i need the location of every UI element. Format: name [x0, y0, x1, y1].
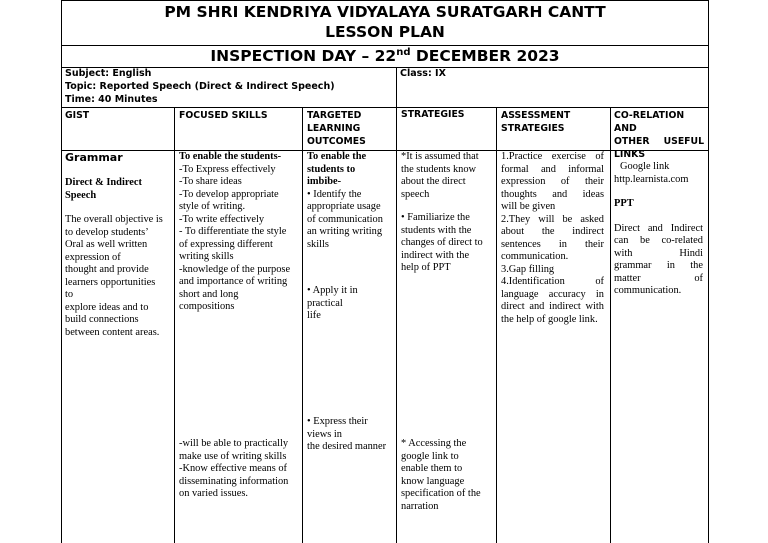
header-line: ASSESSMENT: [501, 110, 571, 121]
text-line: expression of: [65, 251, 121, 263]
text-line: language accuracy in: [501, 288, 604, 300]
google-link-label: Google link: [620, 161, 670, 172]
relation-cell: [614, 161, 703, 298]
header-line: LEARNING: [307, 123, 361, 134]
strategies-cell-2: [401, 212, 493, 275]
ppt-label: PPT: [614, 198, 634, 209]
text-line: thoughts and ideas: [501, 188, 604, 200]
text-line: * Accessing the: [401, 438, 467, 449]
header-line: TARGETED: [307, 110, 362, 121]
text-line: enable them to: [401, 463, 463, 474]
google-link-url[interactable]: http.learnista.com: [614, 173, 689, 185]
skills-cell-lower: [179, 438, 299, 501]
outcomes-list: [307, 189, 395, 252]
text-line: about the direct: [401, 176, 466, 187]
outcomes-heading: To enable the: [307, 151, 367, 162]
assessment-cell: [501, 151, 604, 326]
text-line: writing skills: [179, 251, 234, 262]
text-line: communication.: [501, 251, 569, 262]
skills-cell: [179, 151, 299, 314]
text-line: students with the: [401, 224, 472, 236]
outcomes-list: [307, 285, 395, 323]
topic-field: Topic: Reported Speech (Direct & Indirect Speech): [65, 81, 335, 92]
column-header-relation: [614, 109, 704, 161]
text-line: - To differentiate the style: [179, 226, 287, 237]
school-name: PM SHRI KENDRIYA VIDYALAYA SURATGARH CANTT: [164, 3, 606, 21]
gist-subheading: Speech: [65, 189, 97, 201]
outcomes-list: [307, 416, 395, 454]
text-line: direct and indirect with: [501, 301, 604, 312]
text-line: make use of writing skills: [179, 450, 287, 462]
text-line: -To Express effectively: [179, 163, 276, 175]
text-line: • Apply it in: [307, 285, 358, 296]
text-line: to: [65, 289, 74, 300]
text-line: changes of direct to: [401, 237, 483, 248]
strategies-list: [401, 438, 493, 513]
text-line: learners opportunities: [65, 276, 156, 288]
skills-heading: To enable the students-: [179, 151, 282, 162]
header-line: OUTCOMES: [307, 136, 366, 147]
text-line: short and long: [179, 288, 239, 300]
gist-heading: Grammar: [65, 151, 123, 164]
class-field: Class: IX: [400, 68, 446, 79]
outcomes-express: [307, 416, 395, 454]
skills-list: [179, 164, 299, 314]
text-line: with Hindi: [614, 247, 703, 259]
skills-list: [179, 438, 299, 501]
text-line: -To develop appropriate: [179, 188, 279, 200]
outcomes-heading: students to: [307, 163, 356, 175]
text-line: know language: [401, 475, 465, 487]
text-line: • Express their: [307, 416, 368, 427]
rule: [61, 107, 709, 108]
text-line: The overall objective is: [65, 214, 163, 225]
text-line: the help of google link.: [501, 313, 598, 325]
text-line: 3.Gap filling: [501, 263, 555, 275]
text-line: communication.: [614, 285, 682, 296]
column-header-outcomes: [307, 109, 366, 148]
text-line: about the indirect: [501, 226, 604, 237]
inspection-day: [61, 47, 709, 66]
text-line: on varied issues.: [179, 488, 248, 499]
strategies-list: [401, 151, 493, 201]
text-line: -will be able to practically: [179, 438, 289, 449]
text-line: and importance of writing: [179, 276, 288, 287]
time-field: Time: 40 Minutes: [65, 94, 158, 105]
text-line: an writing writing: [307, 226, 383, 237]
column-header-skills: FOCUSED SKILLS: [179, 110, 268, 121]
text-line: to develop students’: [65, 226, 149, 238]
rule: [174, 107, 175, 543]
text-line: narration: [401, 500, 439, 512]
rule: [61, 67, 709, 68]
text-line: will be given: [501, 201, 556, 212]
text-line: matter of: [614, 272, 703, 284]
text-line: thought and provide: [65, 264, 149, 275]
text-line: indirect with the: [401, 249, 470, 261]
strategies-cell: [401, 151, 493, 201]
outcomes-cell: [307, 151, 395, 251]
column-header-gist: GIST: [65, 110, 90, 121]
text-line: -To share ideas: [179, 176, 242, 187]
rule: [610, 107, 611, 543]
text-line: skills: [307, 238, 329, 250]
text-line: -knowledge of the purpose: [179, 263, 291, 275]
relation-text: [614, 223, 703, 298]
strategies-list: [401, 212, 493, 275]
text-line: 1.Practice exercise of: [501, 151, 604, 162]
text-line: grammar in the: [614, 260, 703, 271]
text-line: 4.Identification of: [501, 276, 604, 287]
text-line: explore ideas and to: [65, 301, 149, 313]
inspection-day-suffix: DECEMBER 2023: [410, 47, 560, 65]
text-line: sentences in their: [501, 238, 604, 250]
assessment-list: [501, 151, 604, 326]
header-line: STRATEGIES: [501, 123, 565, 134]
text-line: speech: [401, 188, 430, 200]
text-line: expression of their: [501, 176, 604, 187]
text-line: between content areas.: [65, 326, 160, 338]
text-line: of expressing different: [179, 238, 273, 250]
text-line: can be co-related: [614, 235, 703, 246]
text-line: 2.They will be asked: [501, 213, 604, 225]
text-line: *It is assumed that: [401, 151, 479, 162]
text-line: • Identify the: [307, 188, 362, 200]
text-line: style of writing.: [179, 201, 246, 212]
text-line: the desired manner: [307, 441, 387, 452]
text-line: disseminating information: [179, 475, 289, 487]
text-line: the students know: [401, 163, 477, 175]
date-suffix: nd: [396, 46, 411, 58]
text-line: google link to: [401, 450, 459, 462]
column-header-strategies: STRATEGIES: [401, 109, 465, 120]
outcomes-heading: imbibe-: [307, 176, 342, 187]
gist-cell: [65, 151, 171, 339]
text-line: compositions: [179, 301, 235, 312]
text-line: help of PPT: [401, 262, 451, 273]
text-line: of communication: [307, 213, 383, 225]
subject-field: Subject: English: [65, 68, 152, 79]
rule: [496, 107, 497, 543]
rule: [61, 45, 709, 46]
text-line: -To write effectively: [179, 213, 265, 225]
strategies-cell-3: [401, 438, 493, 513]
text-line: formal and informal: [501, 163, 604, 175]
inspection-day-prefix: INSPECTION DAY – 22: [210, 47, 397, 65]
text-line: specification of the: [401, 488, 481, 499]
text-line: • Familiarize the: [401, 212, 470, 223]
text-line: life: [307, 310, 321, 321]
plan-title: LESSON PLAN: [325, 23, 445, 41]
rule: [396, 67, 397, 543]
header-word: USEFUL: [663, 136, 704, 147]
header-word: OTHER: [614, 136, 650, 147]
text-line: build connections: [65, 314, 139, 325]
text-line: appropriate usage: [307, 201, 381, 212]
rule: [302, 107, 303, 543]
header-line: CO-RELATION AND: [614, 110, 685, 134]
text-line: -Know effective means of: [179, 463, 288, 474]
gist-subheading: Direct & Indirect: [65, 177, 142, 188]
text-line: Oral as well written: [65, 239, 148, 250]
header-line: [614, 135, 704, 148]
outcomes-apply: [307, 285, 395, 323]
text-line: views in: [307, 428, 342, 440]
text-line: practical: [307, 297, 343, 309]
gist-text: [65, 214, 171, 339]
header-line: LINKS: [614, 149, 646, 160]
text-line: Direct and Indirect: [614, 222, 703, 234]
column-header-assessment: [501, 109, 570, 135]
